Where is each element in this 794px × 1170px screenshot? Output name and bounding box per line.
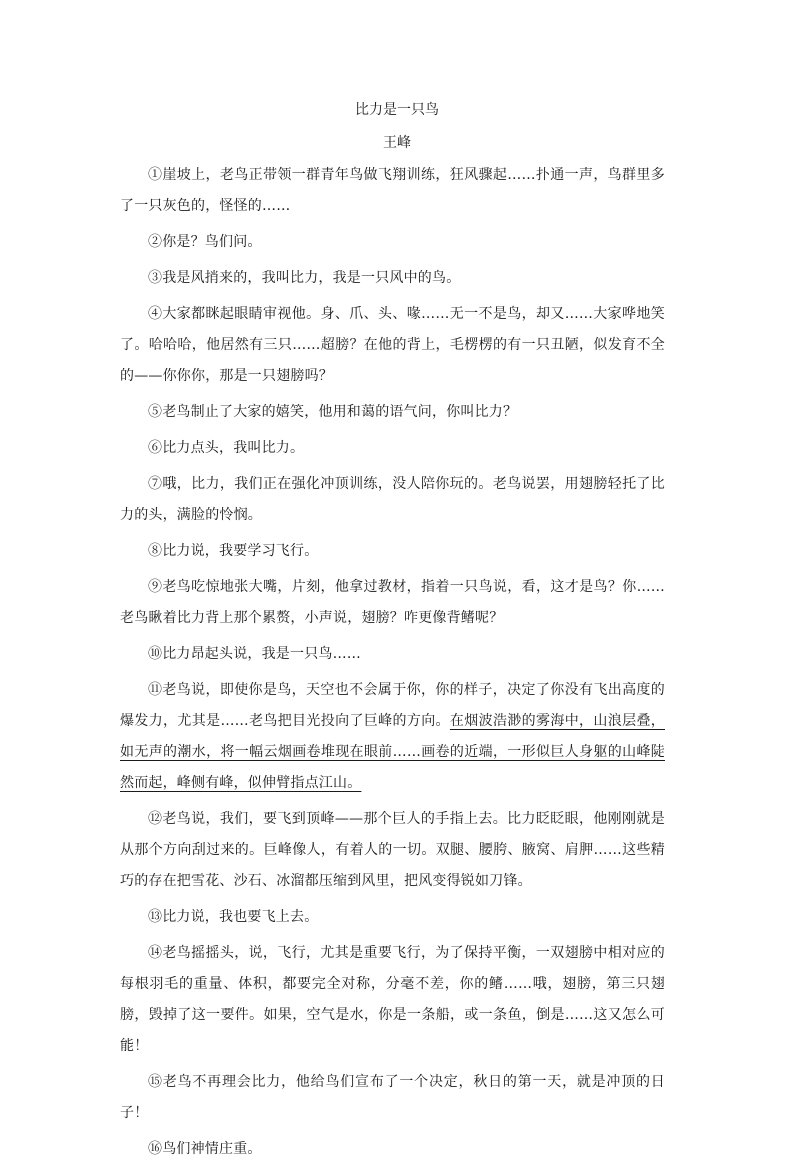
paragraph-text: ①崖坡上，老鸟正带领一群青年鸟做飞翔训练，狂风骤起……扑通一声，鸟群里多了一只灰色的，怪怪的……	[120, 167, 665, 214]
paragraph-3	[120, 263, 665, 294]
paragraph-text: ②你是？鸟们问。	[148, 234, 262, 250]
paragraph-10	[120, 639, 665, 670]
paragraph-text: ⑥比力点头，我叫比力。	[148, 440, 305, 456]
paragraph-text: ⑯鸟们神情庄重。	[148, 1141, 262, 1157]
paragraph-text: ⑩比力昂起头说，我是一只鸟……	[148, 646, 361, 662]
paragraph-text: ⑫老鸟说，我们，要飞到顶峰——那个巨人的手指上去。比力眨眨眼，他刚刚就是从那个方向刮过来的。巨峰像人，有着人的一切。双腿、腰胯、腋窝、肩胛……这些精巧的存在把雪花、沙石、冰溜都压缩到风里，把风变得锐如刀锋。	[120, 811, 665, 889]
article-title: 比力是一只鸟	[355, 102, 439, 118]
paragraph-text: ⑦哦，比力，我们正在强化冲顶训练，没人陪你玩的。老鸟说罢，用翅膀轻托了比力的头，满脸的怜悯。	[120, 476, 665, 523]
paragraph-text: ③我是风捎来的，我叫比力，我是一只风中的鸟。	[148, 270, 461, 286]
paragraph-12	[120, 804, 665, 897]
paragraph-text: ⑪老鸟说，即使你是鸟，天空也不会属于你，你的样子，决定了你没有飞出高度的爆发力，尤其是……老鸟把目光投向了巨峰的方向。	[120, 682, 665, 729]
paragraph-9	[120, 572, 665, 634]
paragraph-text: ⑧比力说，我要学习飞行。	[148, 543, 319, 559]
paragraph-7	[120, 469, 665, 531]
paragraph-6	[120, 433, 665, 464]
article-body	[120, 160, 665, 1170]
paragraph-11	[120, 675, 665, 799]
paragraph-16	[120, 1134, 665, 1165]
paragraph-2	[120, 227, 665, 258]
paragraph-4	[120, 299, 665, 392]
paragraph-text: ⑭老鸟摇摇头，说，飞行，尤其是重要飞行，为了保持平衡，一双翅膀中相对应的每根羽毛的重量、体积，都要完全对称，分毫不差，你的鳍……哦，翅膀，第三只翅膀，毁掉了这一要件。如果，空气是水，你是一条船，或一条鱼，倒是……这又怎么可能！	[120, 945, 665, 1054]
paragraph-14	[120, 938, 665, 1062]
paragraph-8	[120, 536, 665, 567]
paragraph-15	[120, 1067, 665, 1129]
paragraph-text: ⑮老鸟不再理会比力，他给鸟们宣布了一个决定，秋日的第一天，就是冲顶的日子！	[120, 1074, 665, 1121]
paragraph-text: ④大家都眯起眼睛审视他。身、爪、头、喙……无一不是鸟，却又……大家哗地笑了。哈哈哈，他居然有三只……超膀？在他的背上，毛楞楞的有一只丑陋，似发育不全的——你你你，那是一只翅膀吗？	[120, 306, 665, 384]
paragraph-text: ⑬比力说，我也要飞上去。	[148, 909, 319, 925]
paragraph-text: ⑨老鸟吃惊地张大嘴，片刻，他拿过教材，指着一只鸟说，看，这才是鸟？你……老鸟瞅着比力背上那个累赘，小声说，翅膀？咋更像背鳍呢？	[120, 579, 665, 626]
paragraph-1	[120, 160, 665, 222]
paragraph-13	[120, 902, 665, 933]
article-author: 王峰	[383, 135, 411, 151]
paragraph-text: ⑤老鸟制止了大家的嬉笑，他用和蔼的语气问，你叫比力？	[148, 404, 518, 420]
underlined-passage: 在烟波浩渺的雾海中，山浪层叠，如无声的潮水，将一幅云烟画卷堆现在眼前……画卷的近端，一形似巨人身躯的山峰陡然而起，峰侧有峰，似伸臂指点江山。	[120, 713, 666, 791]
paragraph-5	[120, 397, 665, 428]
